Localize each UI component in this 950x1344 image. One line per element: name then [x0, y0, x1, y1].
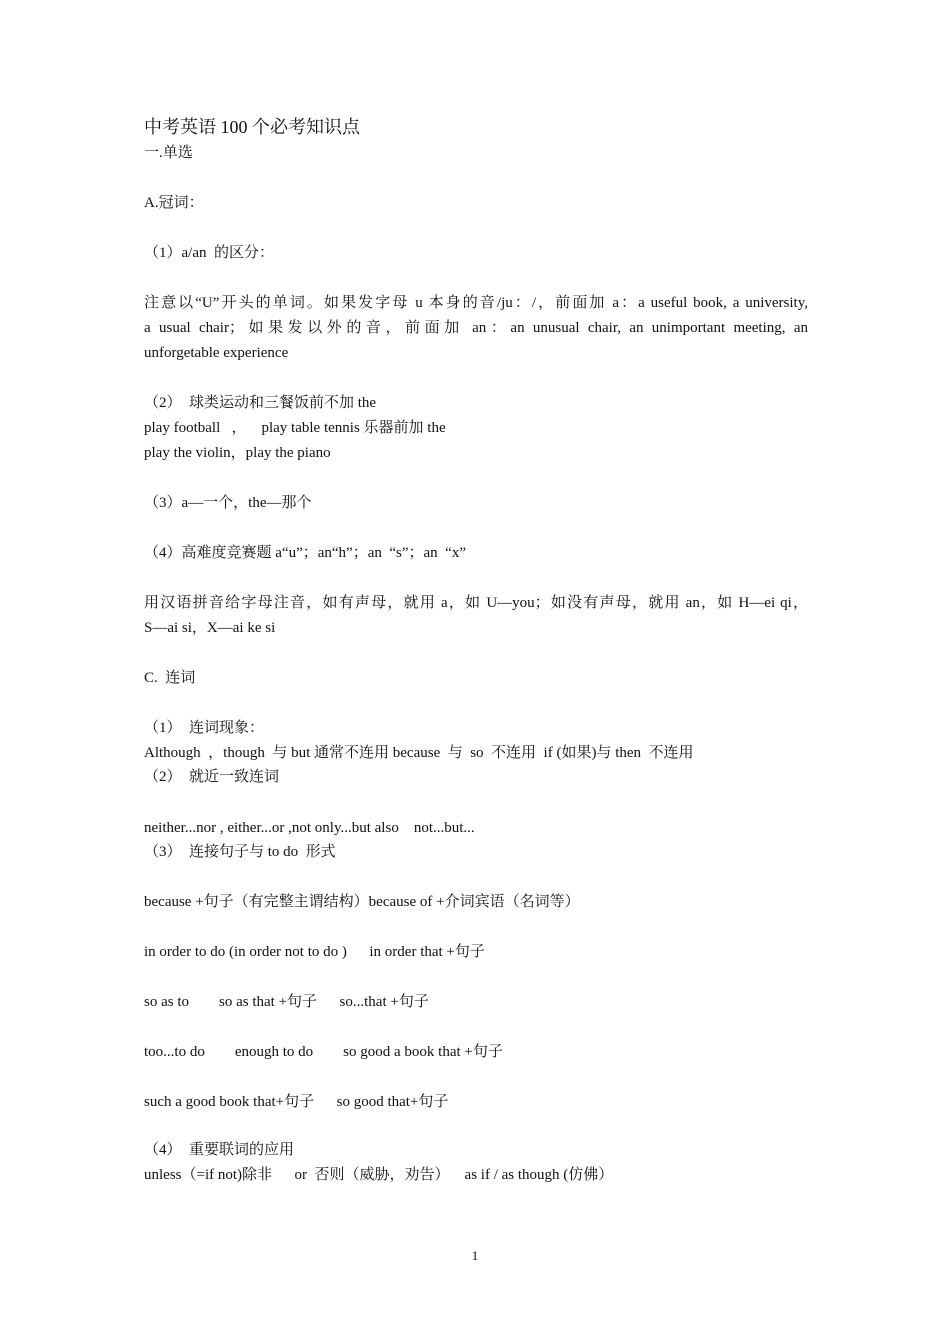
text-line: neither...nor , either...or ,not only...but also not...but...	[144, 820, 475, 836]
section-heading-single-choice: 一.单选	[144, 145, 193, 161]
paragraph-line: 用汉语拼音给字母注音，如有声母，就用 a，如 U—you；如没有声母，就用 an，如 H—ei qi，	[144, 595, 808, 611]
item-heading-sentence-vs-to-do: （3） 连接句子与 to do 形式	[144, 844, 336, 860]
text-line: unless（=if not)除非 or 否则（威胁，劝告） as if / as though (仿佛）	[144, 1167, 614, 1183]
item-heading-sports-meals: （2） 球类运动和三餐饭前不加 the	[144, 395, 377, 411]
text-line: play the violin，play the piano	[144, 445, 331, 461]
text-line: too...to do enough to do so good a book that +句子	[144, 1044, 503, 1060]
text-line: because +句子（有完整主谓结构）because of +介词宾语（名词等）	[144, 894, 580, 910]
item-heading-a-the: （3）a—一个，the—那个	[144, 495, 312, 511]
item-heading-important-conjunctions: （4） 重要联词的应用	[144, 1142, 295, 1158]
subsection-heading-conjunctions: C. 连词	[144, 670, 196, 686]
text-line: Although ，though 与 but 通常不连用 because 与 so 不连用 if (如果)与 then 不连用	[144, 745, 694, 761]
subsection-heading-articles: A.冠词：	[144, 195, 204, 211]
text-line: such a good book that+句子 so good that+句子	[144, 1094, 449, 1110]
text-line: in order to do (in order not to do ) in order that +句子	[144, 944, 485, 960]
paragraph-line: S—ai si，X—ai ke si	[144, 620, 276, 636]
paragraph-line: unforgetable experience	[144, 345, 289, 361]
item-heading-competition: （4）高难度竞赛题 a“u”；an“h”；an “s”；an “x”	[144, 545, 466, 561]
paragraph-line: a usual chair；如果发以外的音，前面加 an：an unusual chair, an unimportant meeting, an	[144, 320, 808, 336]
paragraph-line: 注意以“U”开头的单词。如果发字母 u 本身的音/ju：/，前面加 a：a useful book, a university,	[144, 295, 808, 311]
item-heading-a-an: （1）a/an 的区分：	[144, 245, 274, 261]
item-heading-proximity-agreement: （2） 就近一致连词	[144, 769, 280, 785]
item-heading-conjunction-phenomena: （1） 连词现象：	[144, 720, 265, 736]
document-title: 中考英语 100 个必考知识点	[144, 117, 360, 137]
text-line: play football ， play table tennis 乐器前加 the	[144, 420, 446, 436]
text-line: so as to so as that +句子 so...that +句子	[144, 994, 429, 1010]
page-number: 1	[471, 1248, 479, 1263]
